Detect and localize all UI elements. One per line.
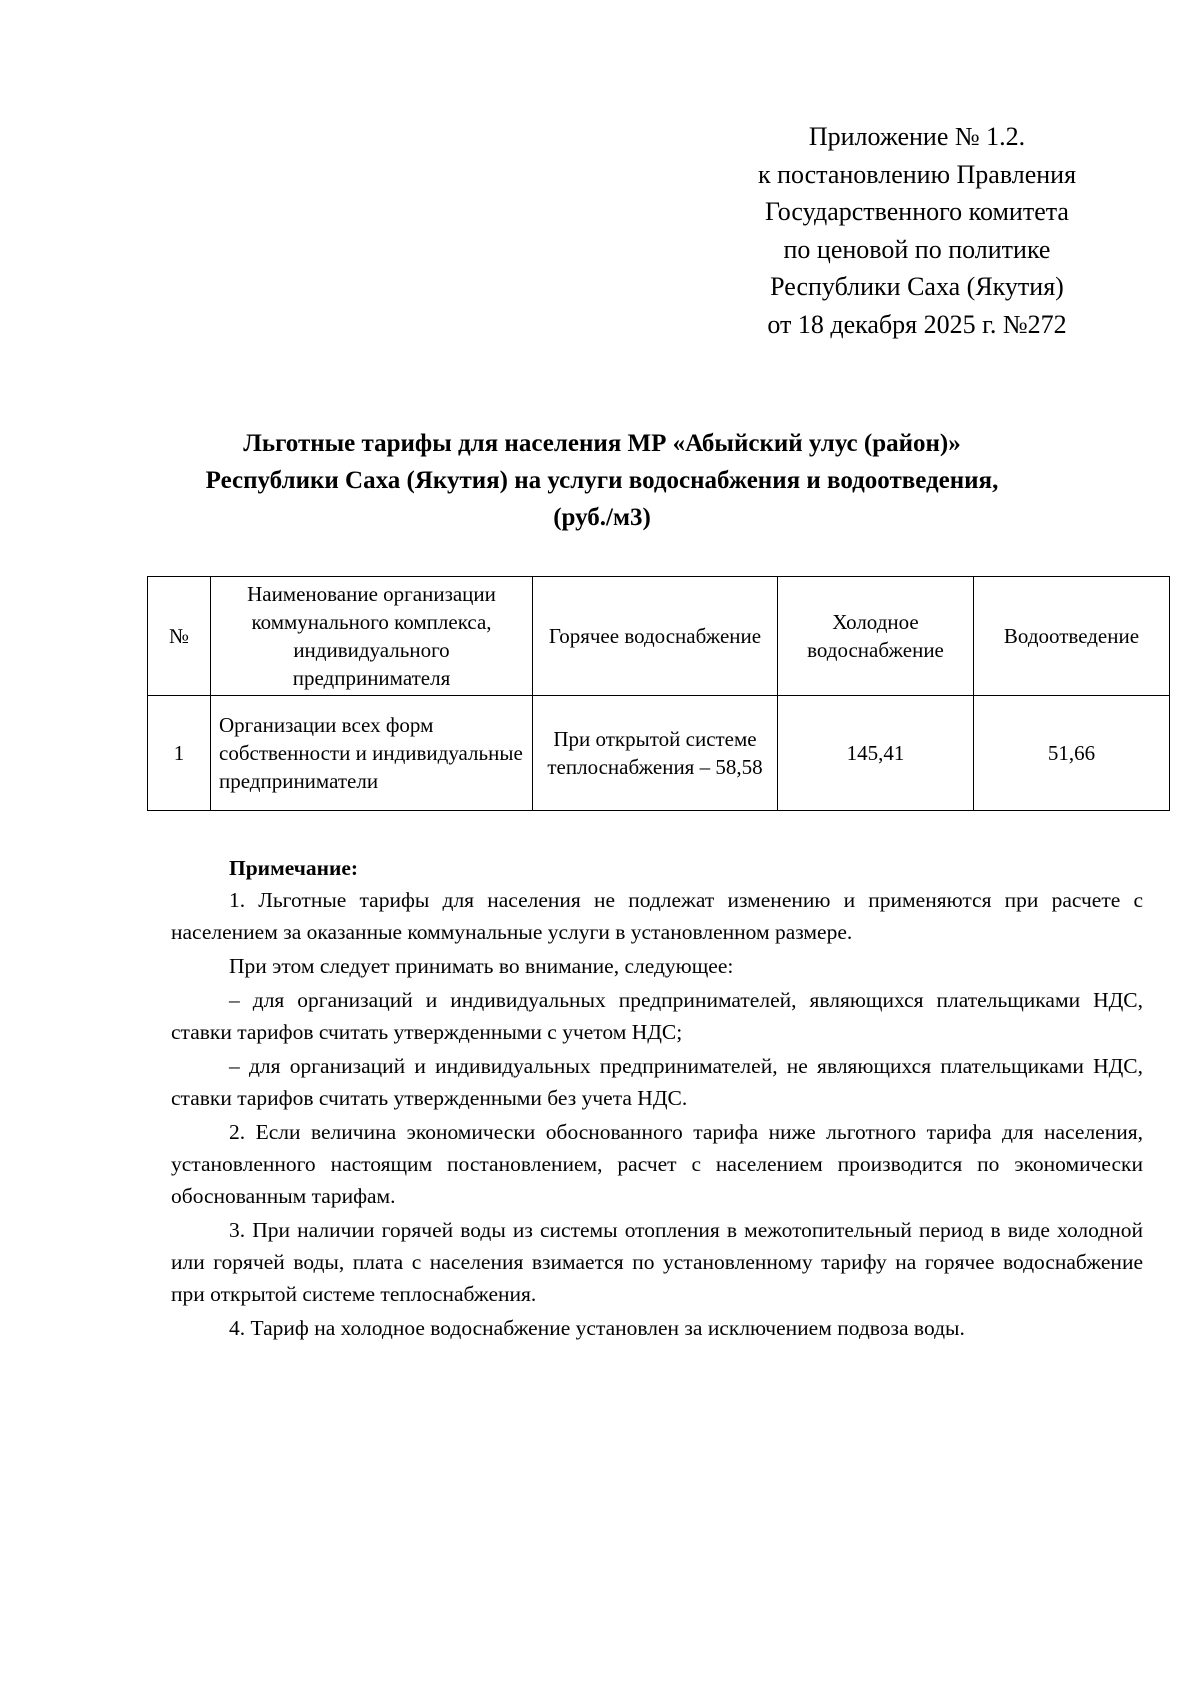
note-paragraph: 2. Если величина экономически обоснованного тарифа ниже льготного тарифа для населения, установленного настоящим постановлением, расчет с населением производится по экономически обоснованным тарифам. <box>171 1120 1143 1208</box>
note-paragraph: 3. При наличии горячей воды из системы отопления в межотопительный период в виде холодной или горячей воды, плата с населения взимается по установленному тарифу на горячее водоснабжение при открытой системе теплоснабжения. <box>171 1218 1143 1306</box>
appendix-line: к постановлению Правления <box>757 159 1077 189</box>
appendix-block <box>707 118 1127 343</box>
notes-heading: Примечание: <box>229 856 359 880</box>
title-line: Республики Саха (Якутия) на услуги водоснабжения и водоотведения, <box>205 467 999 494</box>
title-line: (руб./м3) <box>553 504 651 531</box>
header-hot-water: Горячее водоснабжение <box>533 577 778 696</box>
appendix-line: от 18 декабря 2025 г. №272 <box>767 309 1067 339</box>
title-line: Льготные тарифы для населения МР «Абыйский улус (район)» <box>243 430 961 457</box>
document-title <box>140 425 1064 536</box>
appendix-line: по ценовой по политике <box>783 234 1051 264</box>
note-paragraph: – для организаций и индивидуальных предпринимателей, являющихся плательщиками НДС, ставки тарифов считать утвержденными с учетом НДС; <box>171 988 1143 1044</box>
cell-sewerage: 51,66 <box>974 696 1170 811</box>
note-paragraph: 4. Тариф на холодное водоснабжение установлен за исключением подвоза воды. <box>229 1316 965 1340</box>
header-cold-water: Холодное водоснабжение <box>778 577 974 696</box>
cell-number: 1 <box>148 696 211 811</box>
cell-hot-water: При открытой системе теплоснабжения – 58,58 <box>533 696 778 811</box>
header-organization: Наименование организации коммунального комплекса, индивидуального предпринимателя <box>211 577 533 696</box>
note-paragraph: – для организаций и индивидуальных предпринимателей, не являющихся плательщиками НДС, ставки тарифов считать утвержденными без учета НДС. <box>171 1054 1143 1110</box>
table-header-row <box>148 577 1170 696</box>
cell-cold-water: 145,41 <box>778 696 974 811</box>
note-paragraph: При этом следует принимать во внимание, следующее: <box>229 954 734 978</box>
header-number: № <box>148 577 211 696</box>
appendix-line: Приложение № 1.2. <box>808 122 1026 151</box>
appendix-line: Государственного комитета <box>765 197 1069 226</box>
notes-section <box>171 852 1143 1346</box>
appendix-line: Республики Саха (Якутия) <box>770 272 1064 301</box>
tariff-table <box>147 576 1170 811</box>
header-sewerage: Водоотведение <box>974 577 1170 696</box>
note-paragraph: 1. Льготные тарифы для населения не подлежат изменению и применяются при расчете с населением за оказанные коммунальные услуги в установленном размере. <box>171 888 1143 944</box>
cell-organization: Организации всех форм собственности и индивидуальные предприниматели <box>211 696 533 811</box>
table-row <box>148 696 1170 811</box>
